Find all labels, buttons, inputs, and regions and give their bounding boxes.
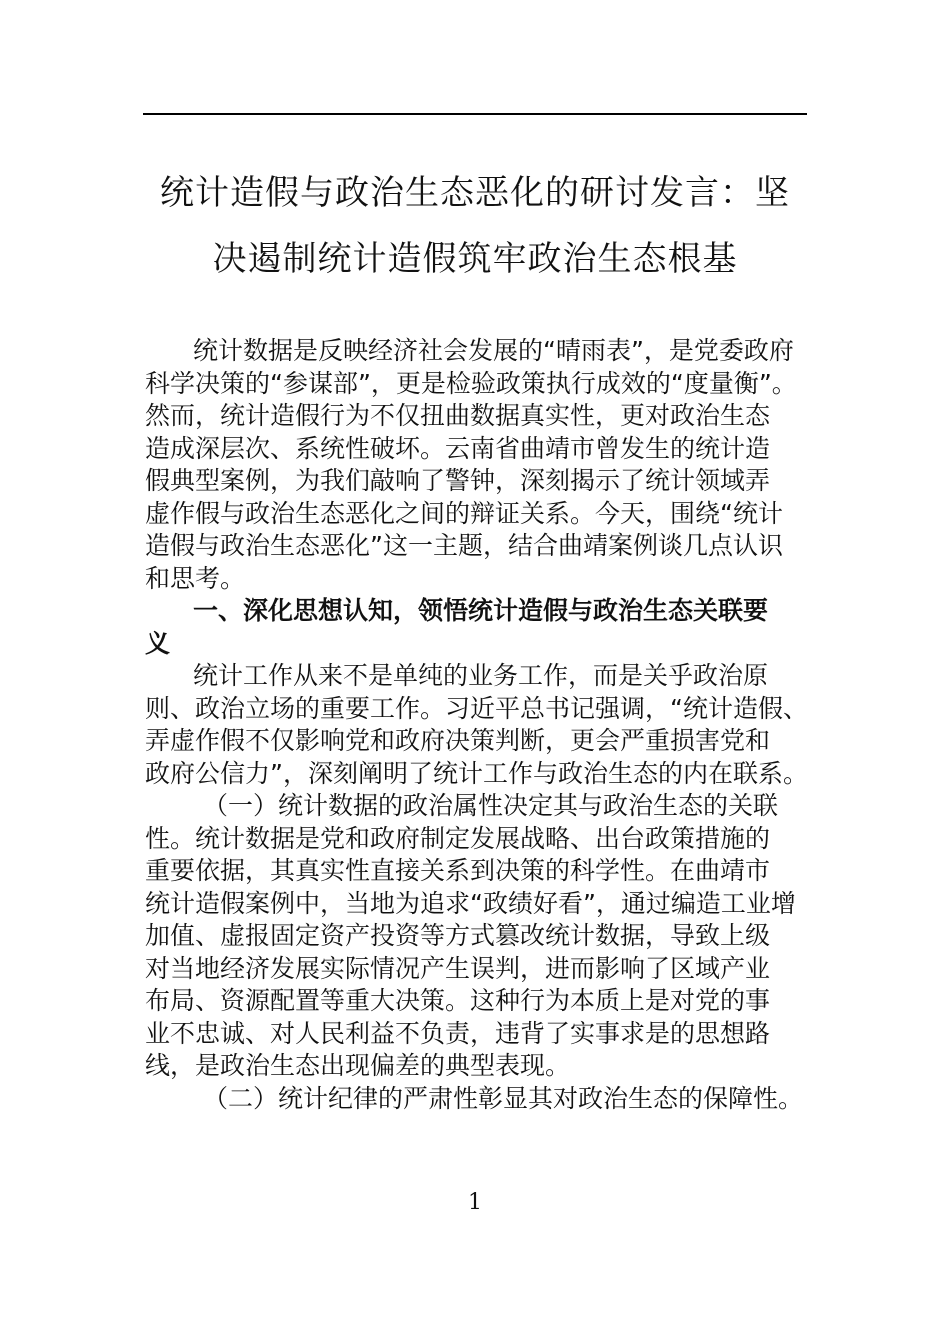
text-line: 统计数据是反映经济社会发展的“晴雨表”，是党委政府 bbox=[193, 336, 794, 365]
intro-paragraph bbox=[145, 335, 807, 595]
text-line: 虚作假与政治生态恶化之间的辩证关系。今天，围绕“统计 bbox=[145, 498, 783, 528]
section-heading bbox=[145, 595, 807, 660]
text-line: 线，是政治生态出现偏差的典型表现。 bbox=[145, 1051, 571, 1080]
document-body bbox=[145, 335, 807, 1115]
text-line: 统计造假案例中，当地为追求“政绩好看”，通过编造工业增 bbox=[145, 888, 796, 918]
page-number: 1 bbox=[468, 1190, 482, 1215]
text-line: 弄虚作假不仅影响党和政府决策判断，更会严重损害党和 bbox=[145, 726, 771, 755]
text-line: 加值、虚报固定资产投资等方式篡改统计数据，导致上级 bbox=[145, 921, 771, 950]
title-line: 决遏制统计造假筑牢政治生态根基 bbox=[212, 239, 738, 279]
header-rule bbox=[143, 113, 807, 115]
heading-line: 一、深化思想认知，领悟统计造假与政治生态关联要 bbox=[193, 596, 769, 625]
text-line: 科学决策的“参谋部”，更是检验政策执行成效的“度量衡”。 bbox=[145, 368, 797, 398]
text-line: （一）统计数据的政治属性决定其与政治生态的关联 bbox=[203, 791, 779, 820]
text-line: 布局、资源配置等重大决策。这种行为本质上是对党的事 bbox=[145, 986, 771, 1015]
title-line: 统计造假与政治生态恶化的研讨发言：坚 bbox=[160, 173, 790, 213]
text-line: 造假与政治生态恶化”这一主题，结合曲靖案例谈几点认识 bbox=[145, 531, 783, 560]
text-line: 造成深层次、系统性破坏。云南省曲靖市曾发生的统计造 bbox=[145, 433, 771, 463]
text-line: 业不忠诚、对人民利益不负责，违背了实事求是的思想路 bbox=[145, 1018, 771, 1048]
text-line: 对当地经济发展实际情况产生误判，进而影响了区域产业 bbox=[145, 953, 771, 983]
text-line: 则、政治立场的重要工作。习近平总书记强调，“统计造假、 bbox=[145, 693, 808, 723]
heading-line: 义 bbox=[145, 628, 171, 658]
text-line: （二）统计纪律的严肃性彰显其对政治生态的保障性。 bbox=[203, 1083, 804, 1113]
text-line: 性。统计数据是党和政府制定发展战略、出台政策措施的 bbox=[145, 823, 771, 853]
text-line: 和思考。 bbox=[145, 563, 246, 593]
text-line: 假典型案例，为我们敲响了警钟，深刻揭示了统计领域弄 bbox=[145, 466, 771, 495]
subsection-paragraph bbox=[145, 1083, 807, 1116]
text-line: 重要依据，其真实性直接关系到决策的科学性。在曲靖市 bbox=[145, 856, 771, 885]
page-title bbox=[143, 160, 807, 292]
text-line: 然而，统计造假行为不仅扭曲数据真实性，更对政治生态 bbox=[145, 401, 771, 430]
text-line: 统计工作从来不是单纯的业务工作，而是关乎政治原 bbox=[193, 661, 769, 690]
subsection-paragraph bbox=[145, 790, 807, 1083]
section-paragraph bbox=[145, 660, 807, 790]
text-line: 政府公信力”，深刻阐明了统计工作与政治生态的内在联系。 bbox=[145, 758, 808, 788]
